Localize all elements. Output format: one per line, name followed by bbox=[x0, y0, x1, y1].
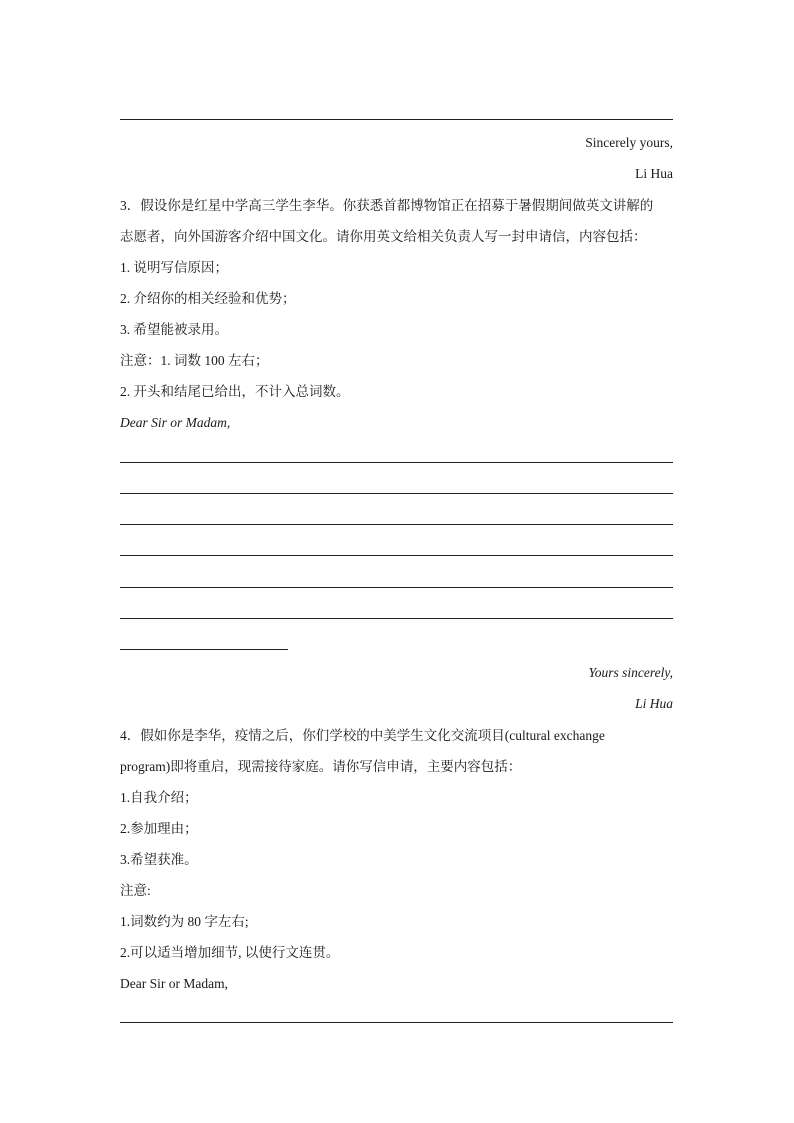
answer-line bbox=[120, 524, 673, 525]
q3-prompt-line-2: 志愿者，向外国游客介绍中国文化。请你用英文给相关负责人写一封申请信，内容包括： bbox=[120, 229, 647, 244]
q3-item-1: 1. 说明写信原因； bbox=[120, 260, 228, 275]
answer-line bbox=[120, 1022, 673, 1023]
answer-line bbox=[120, 587, 673, 588]
q3-item-2: 2. 介绍你的相关经验和优势； bbox=[120, 291, 296, 306]
answer-line bbox=[120, 555, 673, 556]
q3-prompt-line-1: 3．假设你是红星中学高三学生李华。你获悉首都博物馆正在招募于暑假期间做英文讲解的 bbox=[120, 198, 654, 213]
q4-item-2: 2.参加理由； bbox=[120, 821, 198, 836]
q3-note-2: 2. 开头和结尾已给出，不计入总词数。 bbox=[120, 384, 350, 399]
q4-note-1: 1.词数约为 80 字左右; bbox=[120, 914, 249, 929]
q4-prompt-line-2: program)即将重启，现需接待家庭。请你写信申请，主要内容包括： bbox=[120, 759, 522, 774]
q4-item-1: 1.自我介绍； bbox=[120, 790, 198, 805]
q3-note-1: 注意：1. 词数 100 左右； bbox=[120, 353, 269, 368]
q3-signoff: Yours sincerely, bbox=[588, 665, 673, 680]
q2-signoff: Sincerely yours, bbox=[585, 135, 673, 150]
q3-item-3: 3. 希望能被录用。 bbox=[120, 322, 228, 337]
answer-line bbox=[120, 462, 673, 463]
answer-line-short bbox=[120, 649, 288, 650]
q4-note-2: 2.可以适当增加细节, 以使行文连贯。 bbox=[120, 945, 340, 960]
q4-salutation: Dear Sir or Madam, bbox=[120, 976, 228, 991]
q3-salutation: Dear Sir or Madam, bbox=[120, 415, 231, 430]
q3-name: Li Hua bbox=[635, 696, 673, 711]
q4-prompt-line-1: 4．假如你是李华，疫情之后，你们学校的中美学生文化交流项目(cultural exchange bbox=[120, 728, 605, 743]
answer-line bbox=[120, 493, 673, 494]
q4-note-label: 注意: bbox=[120, 883, 151, 898]
answer-line bbox=[120, 618, 673, 619]
q4-item-3: 3.希望获准。 bbox=[120, 852, 198, 867]
q2-name: Li Hua bbox=[635, 166, 673, 181]
answer-line bbox=[120, 119, 673, 120]
